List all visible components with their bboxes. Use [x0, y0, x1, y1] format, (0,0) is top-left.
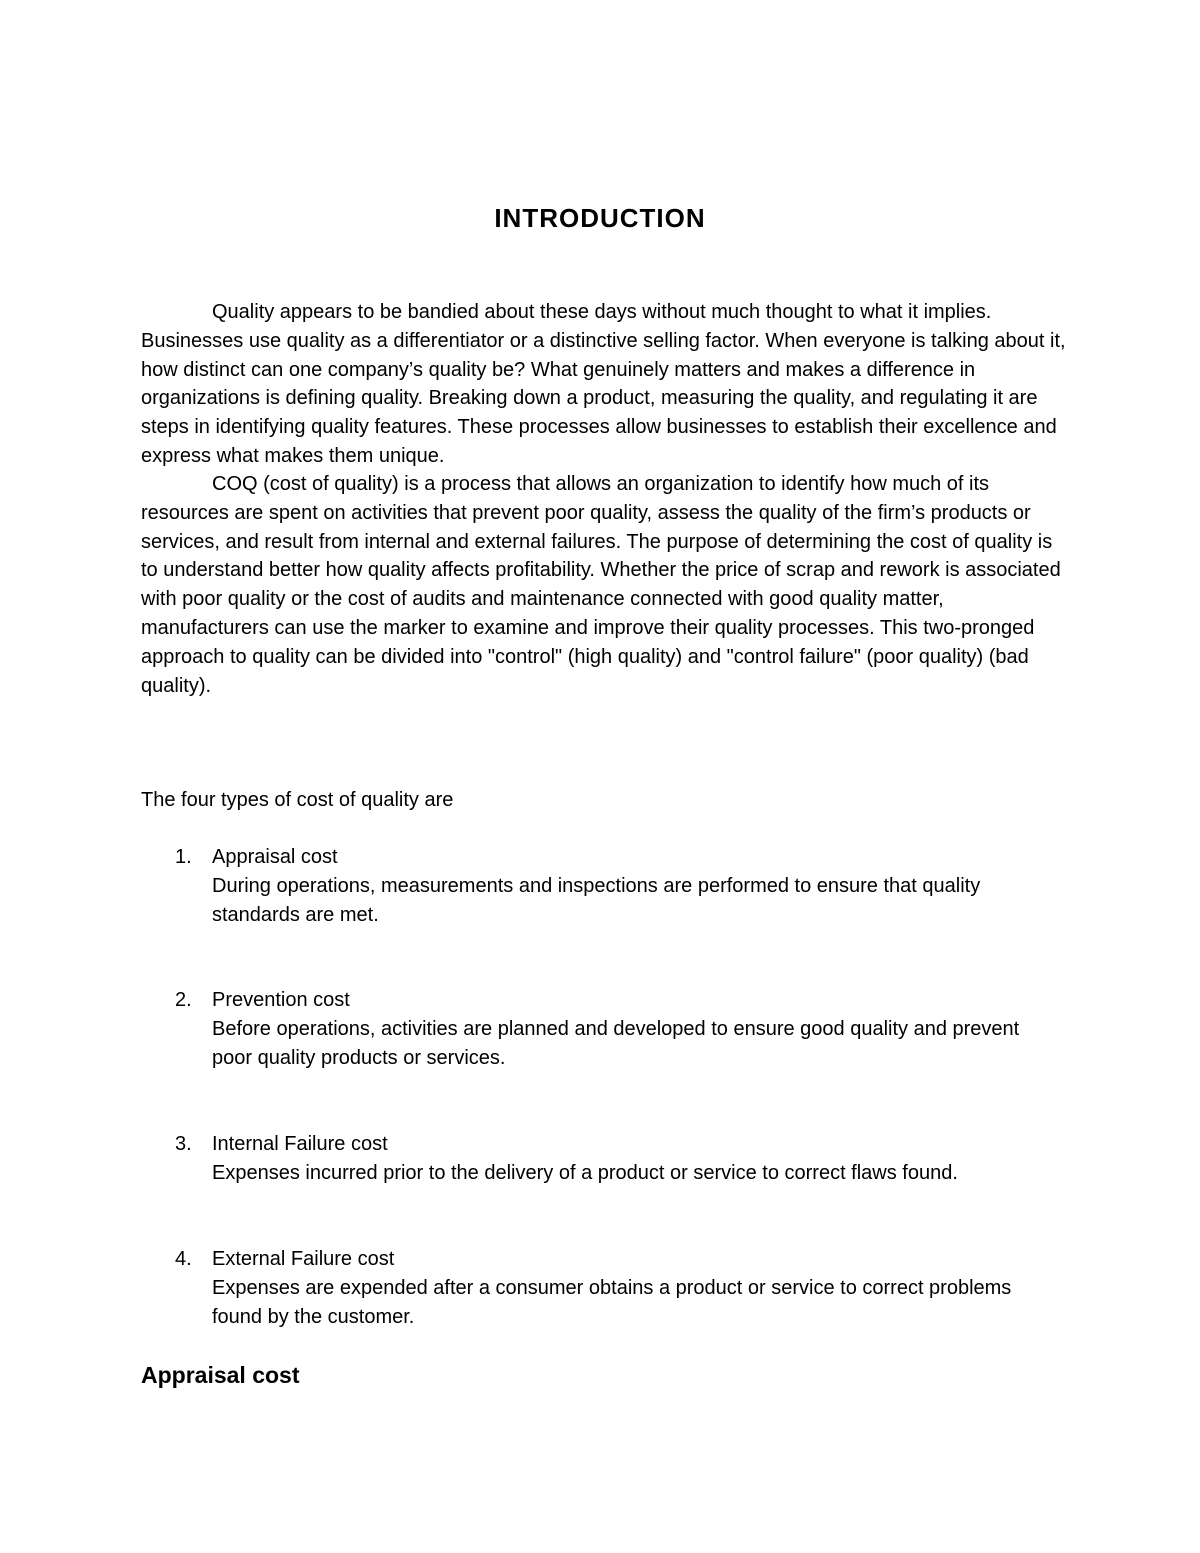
intro-paragraph-2: COQ (cost of quality) is a process that allows an organization to identify how much of its resources are spent on activities that prevent poor quality, assess the quality of the firm’s products or services, and result from internal and external failures. The purpose of determining the cost of quality is to understand better how quality affects profitability. Whether the price of scrap and rework is associated with poor quality or the cost of audits and maintenance connected with good quality matter, manufacturers can use the marker to examine and improve their quality processes. This two-pronged approach to quality can be divided into "control" (high quality) and "control failure" (poor quality) (bad quality). — [141, 473, 1061, 697]
list-item-number: 1. — [175, 846, 192, 868]
list-item-description: Before operations, activities are planned and developed to ensure good quality and prevent poor quality products or services. — [212, 1017, 1020, 1069]
list-item-content — [212, 1130, 1062, 1188]
list-item-content — [212, 1245, 1062, 1331]
list-item-description: Expenses incurred prior to the delivery of a product or service to correct flaws found. — [212, 1161, 958, 1184]
list-item-content — [212, 986, 1062, 1072]
list-item-content — [212, 843, 1062, 929]
list-item-number: 3. — [175, 1133, 192, 1155]
list-item-number: 2. — [175, 989, 192, 1011]
list-item-title: Internal Failure cost — [212, 1133, 388, 1155]
list-item-title: External Failure cost — [212, 1248, 395, 1270]
page-title: INTRODUCTION — [494, 203, 706, 233]
intro-paragraph-1: Quality appears to be bandied about these days without much thought to what it implies. Businesses use quality as a differentiator or a distinctive selling factor. When everyone is talking about it, how distinct can one company’s quality be? What genuinely matters and makes a difference in organizations is defining quality. Breaking down a product, measuring the quality, and regulating it are steps in identifying quality features. These processes allow businesses to establish their excellence and express what makes them unique. — [141, 301, 1066, 467]
section-heading: Appraisal cost — [141, 1362, 300, 1388]
list-item-title: Appraisal cost — [212, 846, 338, 868]
list-intro: The four types of cost of quality are — [141, 789, 454, 811]
list-item-title: Prevention cost — [212, 989, 350, 1011]
list-item-description: Expenses are expended after a consumer obtains a product or service to correct problems found by the customer. — [212, 1276, 1012, 1328]
list-item-description: During operations, measurements and inspections are performed to ensure that quality standards are met. — [212, 874, 981, 926]
list-item-number: 4. — [175, 1248, 192, 1270]
